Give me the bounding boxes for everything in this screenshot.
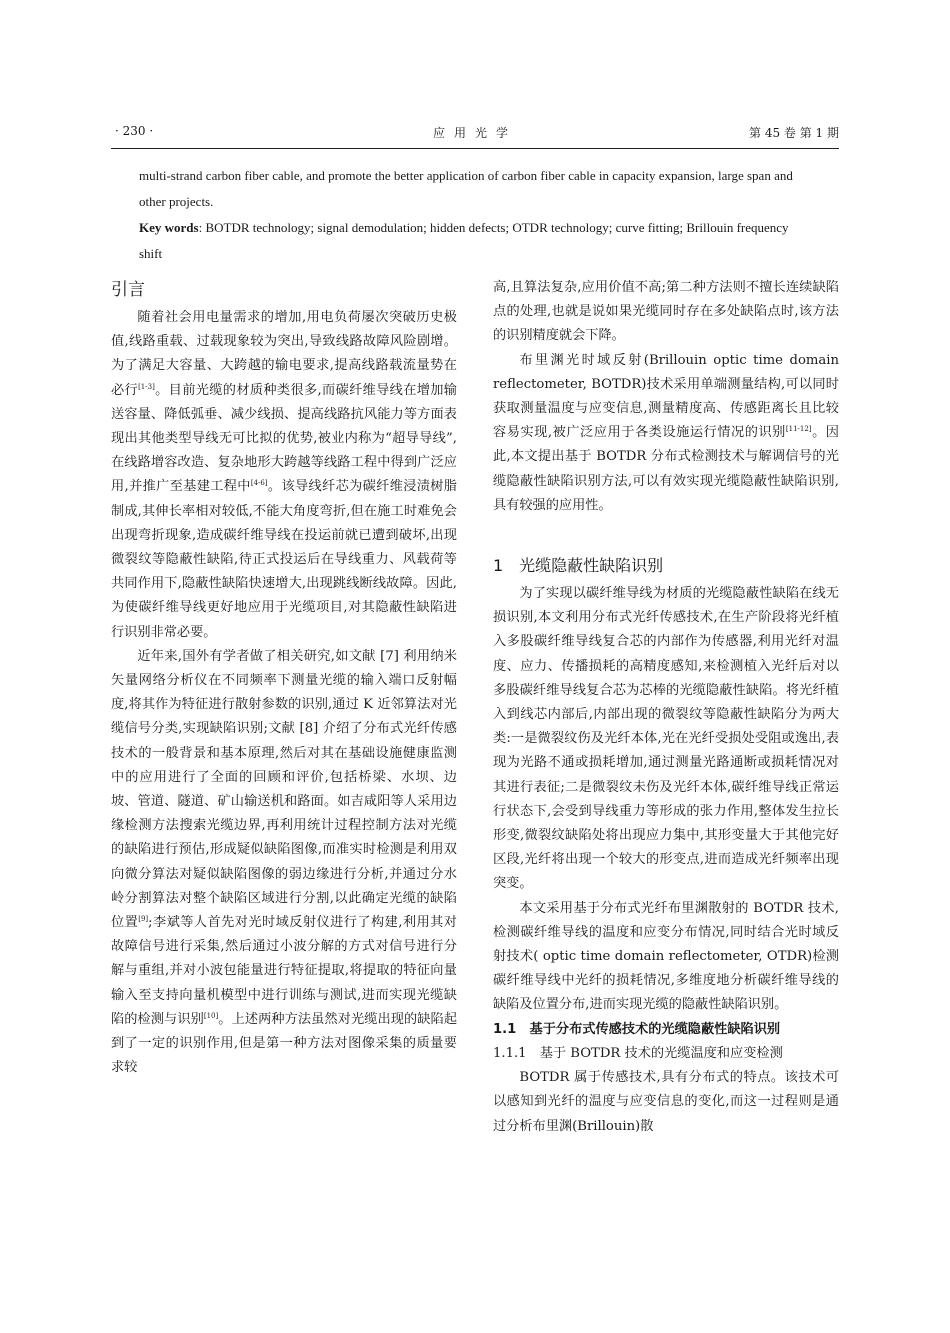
left-column [111, 276, 457, 1081]
intro-paragraph-3: 布里渊光时域反射(Brillouin optic time domain reflectometer, BOTDR)技术采用单端测量结构,可以同时获取测量温度与应变信息,测量精度高、传感距离长且比较容易实现,被广泛应用于各类设施运行情况的识别[11-12]。因此,本文提出基于 BOTDR 分布式检测技术与解调信号的光缆隐蔽性缺陷识别方法,可以有效实现光缆隐蔽性缺陷识别,具有较强的应用性。 [493, 352, 839, 513]
citation[interactable]: [10] [203, 1011, 219, 1020]
citation[interactable]: [9] [138, 915, 149, 924]
page-number: · 230 · [115, 124, 154, 138]
volume-issue: 第 45 卷 第 1 期 [749, 126, 839, 140]
section-1-heading: 1 光缆隐蔽性缺陷识别 [493, 556, 664, 576]
citation[interactable]: [1-3] [138, 382, 155, 391]
citation[interactable]: [11-12] [785, 425, 812, 434]
subsection-1-1-heading: 1.1 基于分布式传感技术的光缆隐蔽性缺陷识别 [493, 1021, 781, 1037]
subsection-1-1-1-paragraph: BOTDR 属于传感技术,具有分布式的特点。该技术可以感知到光纤的温度与应变信息的变化,而这一过程则是通过分析布里渊(Brillouin)散 [493, 1070, 839, 1134]
citation[interactable]: [4-6] [250, 479, 268, 488]
abstract-block [139, 163, 813, 267]
intro-heading: 引言 [111, 280, 145, 300]
intro-paragraph-2-continued: 高,且算法复杂,应用价值不高;第二种方法则不擅长连续缺陷点的处理,也就是说如果光缆同时存在多处缺陷点时,该方法的识别精度就会下降。 [493, 280, 839, 344]
keywords-line [139, 215, 813, 267]
keywords-list: : BOTDR technology; signal demodulation; hidden defects; OTDR technology; curve fitting; Brillouin frequency shift [139, 220, 789, 261]
right-column [493, 276, 839, 1139]
running-header [111, 120, 839, 149]
keywords-label: Key words [139, 220, 199, 235]
intro-paragraph-1: 随着社会用电量需求的增加,用电负荷屡次突破历史极值,线路重载、过载现象较为突出,导致线路故障风险剧增。为了满足大容量、大跨越的输电要求,提高线路载流量势在必行[1-3]。目前光缆的材质种类很多,而碳纤维导线在增加输送容量、降低弧垂、减少线损、提高线路抗风能力等方面表现出其他类型导线无可比拟的优势,被业内称为“超导导线”,在线路增容改造、复杂地形大跨越等线路工程中得到广泛应用,并推广至基建工程中[4-6]。该导线纤芯为碳纤维浸渍树脂制成,其伸长率相对较低,不能大角度弯折,但在施工时难免会出现弯折现象,造成碳纤维导线在投运前就已遭到破坏,出现微裂纹等隐蔽性缺陷,待正式投运后在导线重力、风载荷等共同作用下,隐蔽性缺陷快速增大,出现跳线断线故障。因此,为使碳纤维导线更好地应用于光缆项目,对其隐蔽性缺陷进行识别非常必要。 [111, 310, 457, 640]
abstract-continuation: multi-strand carbon fiber cable, and promote the better application of carbon fiber cable in capacity expansion, large span and other projects. [139, 168, 793, 209]
subsection-1-1-1-heading: 1.1.1 基于 BOTDR 技术的光缆温度和应变检测 [493, 1045, 783, 1061]
journal-name: 应用光学 [433, 126, 518, 140]
intro-paragraph-2: 近年来,国外有学者做了相关研究,如文献 [7] 利用纳米矢量网络分析仪在不同频率下测量光缆的输入端口反射幅度,将其作为特征进行散射参数的识别,通过 K 近邻算法对光缆信号分类,实现缺陷识别;文献 [8] 介绍了分布式光纤传感技术的一般背景和基本原理,然后对其在基础设施健康监测中的应用进行了全面的回顾和评价,包括桥梁、水坝、边坡、管道、隧道、矿山输送机和路面。如吉咸阳等人采用边缘检测方法搜索光缆边界,再利用统计过程控制方法对光缆的缺陷进行预估,形成疑似缺陷图像,而准实时检测是利用双向微分算法对疑似缺陷图像的弱边缘进行分析,并通过分水岭分割算法对整个缺陷区域进行分割,以此确定光缆的缺陷位置[9];李斌等人首先对光时域反射仪进行了构建,利用其对故障信号进行采集,然后通过小波分解的方式对信号进行分解与重组,并对小波包能量进行特征提取,将提取的特征向量输入至支持向量机模型中进行训练与测试,进而实现光缆缺陷的检测与识别[10]。上述两种方法虽然对光缆出现的缺陷起到了一定的识别作用,但是第一种方法对图像采集的质量要求较 [111, 648, 458, 1076]
section-1-paragraph-1: 为了实现以碳纤维导线为材质的光缆隐蔽性缺陷在线无损识别,本文利用分布式光纤传感技术,在生产阶段将光纤植入多股碳纤维导线复合芯的内部作为传感器,利用光纤对温度、应力、传播损耗的高精度感知,来检测植入光纤后对以多股碳纤维导线复合芯为芯棒的光缆隐蔽性缺陷。将光纤植入到线芯内部后,内部出现的微裂纹等隐蔽性缺陷分为两大类:一是微裂纹伤及光纤本体,光在光纤受损处受阻或逸出,表现为光路不通或损耗增加,通过测量光路通断或损耗情况对其进行表征;二是微裂纹未伤及光纤本体,碳纤维导线正常运行状态下,会受到导线重力等形成的张力作用,整体发生拉长形变,微裂纹缺陷处将出现应力集中,其形变量大于其他完好区段,光纤将出现一个较大的形变点,进而造成光纤频率出现突变。 [493, 586, 839, 892]
section-1-paragraph-2: 本文采用基于分布式光纤布里渊散射的 BOTDR 技术,检测碳纤维导线的温度和应变分布情况,同时结合光时域反射技术( optic time domain reflectometer, OTDR)检测碳纤维导线中光纤的损耗情况,多维度地分析碳纤维导线的缺陷及位置分布,进而实现光缆的隐蔽性缺陷识别。 [493, 900, 839, 1013]
